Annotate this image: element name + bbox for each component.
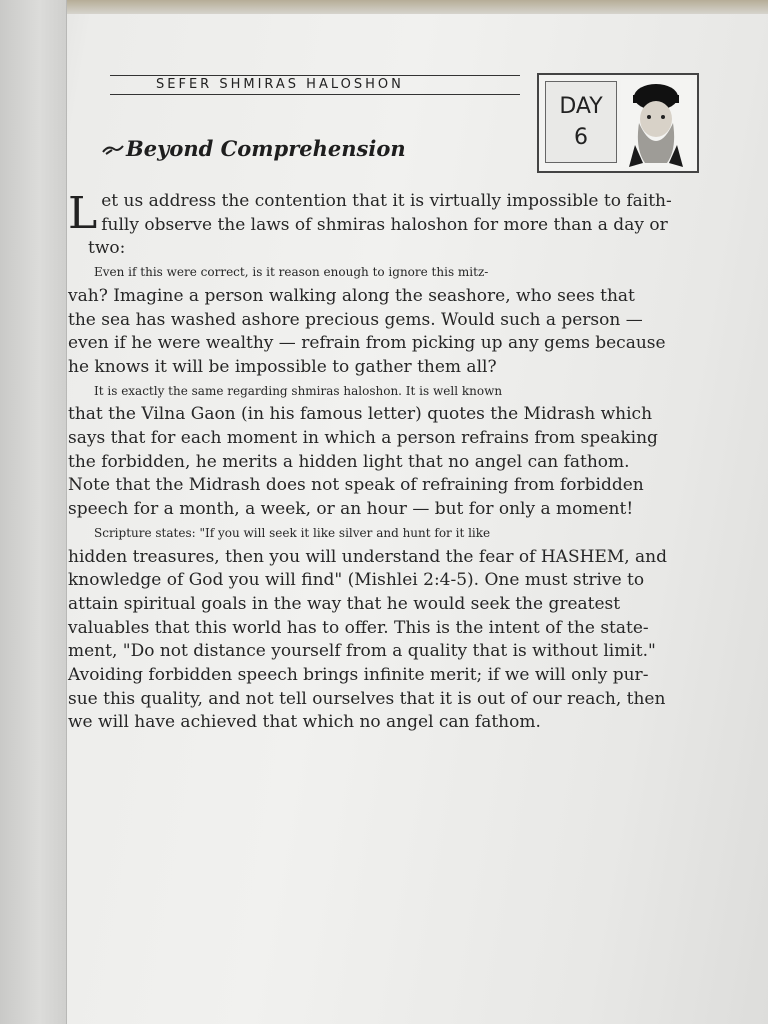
previous-page-edge	[0, 0, 67, 1024]
section-title	[126, 136, 406, 161]
section-title-text: Beyond Comprehension	[126, 136, 406, 161]
text-line: even if he were wealthy — refrain from picking up any gems because	[68, 333, 666, 354]
text-line: Even if this were correct, is it reason enough to ignore this mitz-	[94, 265, 489, 280]
text-line: two:	[88, 238, 126, 259]
text-line: sue this quality, and not tell ourselves that it is out of our reach, then	[68, 688, 666, 709]
text-line: the sea has washed ashore precious gems. Would such a person —	[68, 309, 643, 330]
text-line: ment, "Do not distance yourself from a quality that is without limit."	[68, 641, 656, 662]
page-top-edge	[0, 0, 768, 14]
text-line: speech for a month, a week, or an hour — but for only a moment!	[68, 499, 634, 520]
text-line: knowledge of God you will find" (Mishlei 2:4-5). One must strive to	[68, 570, 645, 591]
text-line: Note that the Midrash does not speak of refraining from forbidden	[68, 475, 644, 496]
body-text	[68, 190, 768, 735]
day-number: 6	[574, 125, 588, 150]
header-rule-bottom	[110, 94, 520, 95]
text-line: says that for each moment in which a person refrains from speaking	[68, 428, 658, 449]
text-line: It is exactly the same regarding shmiras haloshon. It is well known	[94, 383, 503, 398]
text-line: fully observe the laws of shmiras haloshon for more than a day or	[101, 214, 668, 235]
day-box	[537, 73, 699, 173]
rabbi-portrait-icon	[621, 79, 691, 167]
text-line: vah? Imagine a person walking along the seashore, who sees that	[68, 285, 635, 306]
running-head: SEFER SHMIRAS HALOSHON	[156, 77, 404, 92]
text-line: that the Vilna Gaon (in his famous letter) quotes the Midrash which	[68, 404, 653, 425]
header-rule-top	[110, 75, 520, 76]
dropcap: L	[68, 188, 98, 239]
day-indicator	[545, 81, 617, 163]
flourish-icon	[102, 142, 124, 156]
text-line: we will have achieved that which no angel can fathom.	[68, 712, 541, 733]
text-line: attain spiritual goals in the way that he would seek the greatest	[68, 593, 621, 614]
text-line: hidden treasures, then you will understand the fear of HASHEM, and	[68, 546, 668, 567]
text-line: he knows it will be impossible to gather them all?	[68, 356, 497, 377]
day-label: DAY	[559, 94, 603, 119]
text-line: Scripture states: "If you will seek it like silver and hunt for it like	[94, 525, 491, 540]
text-line: Avoiding forbidden speech brings infinite merit; if we will only pur-	[68, 665, 649, 686]
text-line: valuables that this world has to offer. This is the intent of the state-	[68, 617, 649, 638]
text-line: the forbidden, he merits a hidden light that no angel can fathom.	[68, 451, 630, 472]
text-line: et us address the contention that it is virtually impossible to faith-	[101, 191, 672, 211]
